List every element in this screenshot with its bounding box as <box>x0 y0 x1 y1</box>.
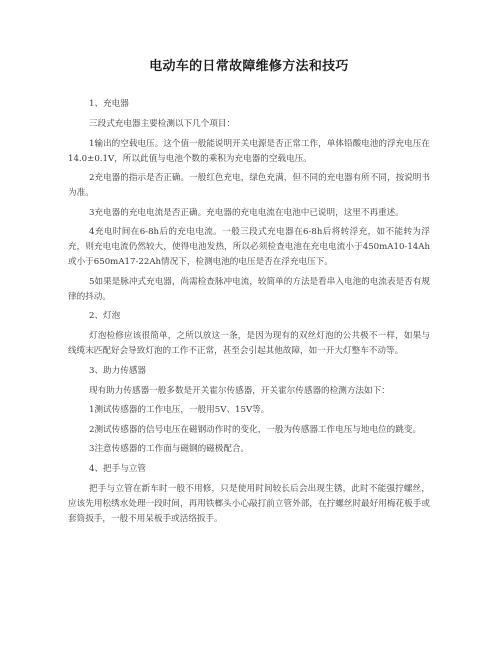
document-title: 电动车的日常故障维修方法和技巧 <box>149 59 349 74</box>
section-heading-bulb: 2、灯泡 <box>89 311 121 321</box>
paragraph: 3充电器的充电电流是否正确。充电器的充电电流在电池中已说明，这里不再重述。 <box>89 207 404 218</box>
section-heading-handlebar: 4、把手与立管 <box>89 463 147 474</box>
paragraph: 2充电器的指示是否正确。一般红色充电，绿色充满，但不同的充电器有所不同，按说明书为准。 <box>68 173 430 198</box>
document-body <box>68 97 430 527</box>
section-heading-charger: 1、充电器 <box>89 99 129 109</box>
paragraph: 现有助力传感器一般多数是开关霍尔传感器，开关霍尔传感器的检测方法如下： <box>89 385 390 396</box>
paragraph: 1测试传感器的工作电压，一般用5V、15V等。 <box>89 405 270 415</box>
paragraph: 4充电时间在6-8h后的充电电流。一般三段式充电器在6-8h后将转浮充，如不能转为浮充，则充电电流仍然较大，使得电池发热，所以必须检查电池在充电电流小于450mA10-14Ah或小于650mA17-22Ah情况下，检测电池的电压是否在浮充电压下。 <box>68 227 430 267</box>
section-heading-sensor: 3、助力传感器 <box>89 365 147 376</box>
paragraph: 把手与立管在新车时一般不用修，只是使用时间较长后会出现生锈，此时不能强拧螺丝，应该先用松绣水处理一段时间，再用铁榔头小心敲打前立管外部，在拧螺丝时最好用梅花板手或套筒扳手，一般不用呆板手或活络扳手。 <box>68 483 430 524</box>
paragraph: 5如果是脉冲式充电器，尚需检查脉冲电流，较简单的方法是看串入电池的电流表是否有规律的抖动。 <box>68 276 430 302</box>
paragraph: 3注意传感器的工作面与磁钢的磁极配合。 <box>89 444 250 454</box>
paragraph: 2测试传感器的信号电压在磁钢动作时的变化，一般为传感器工作电压与地电位的跳变。 <box>89 424 422 435</box>
paragraph: 1输出的空载电压。这个值一般能说明开关电源是否正常工作，单体铅酸电池的浮充电压在14.0±0.1V，所以此值与电池个数的乘积为充电器的空载电压。 <box>68 138 430 164</box>
paragraph: 灯泡检修应该很简单，之所以放这一条，是因为现有的双丝灯泡的公共极不一样，如果与线缆末匹配好会导致灯泡的工作不正常，甚至会引起其他故障，如一开大灯整车不动等。 <box>68 331 430 356</box>
paragraph: 三段式充电器主要检测以下几个项目： <box>89 119 236 129</box>
